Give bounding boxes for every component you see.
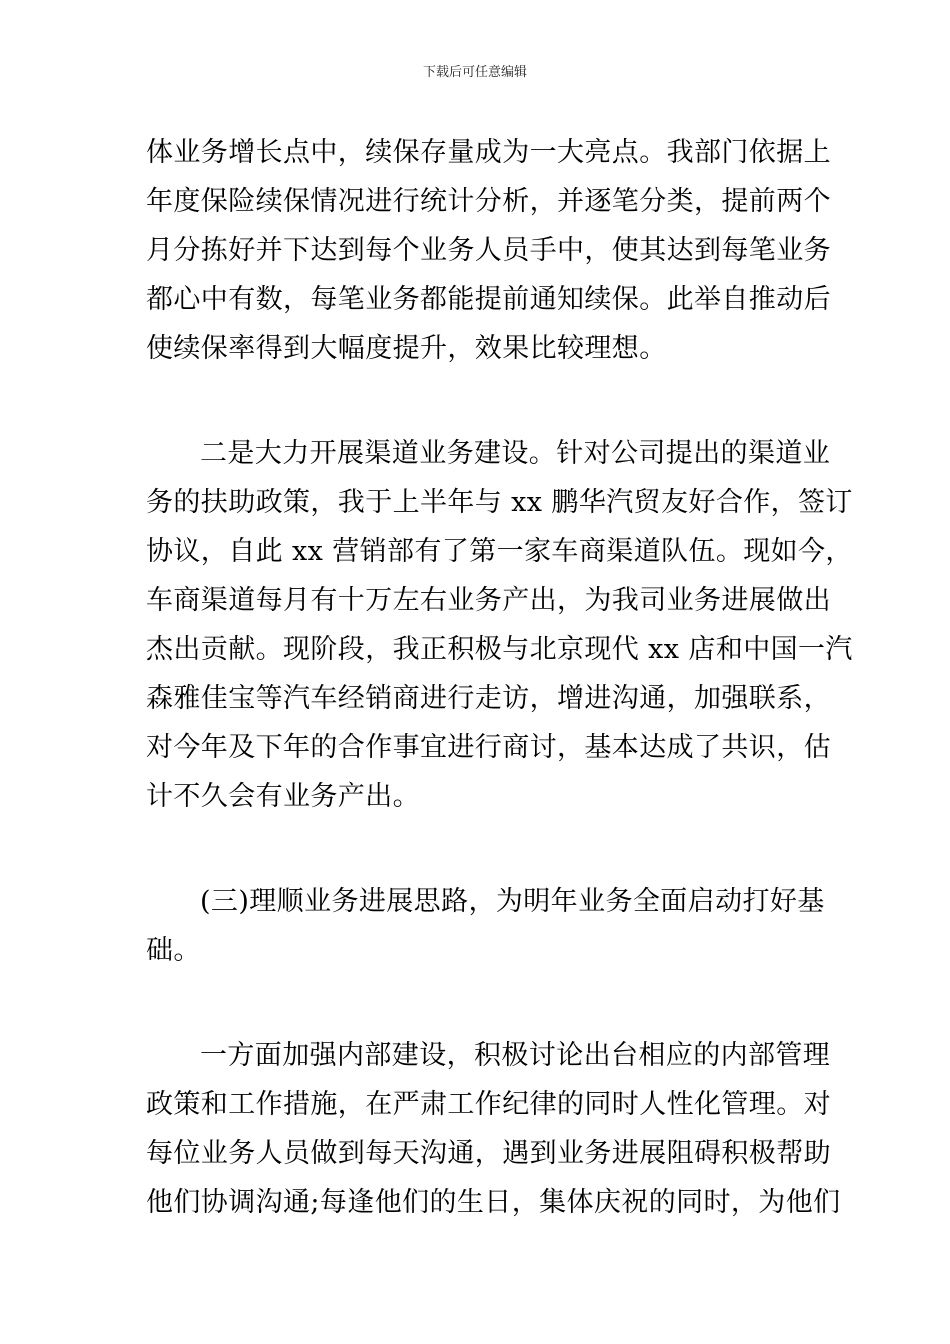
text-line: 体业务增长点中，续保存量成为一大亮点。我部门依据上 [146,137,831,168]
text-line: 计不久会有业务产出。 [146,781,420,812]
paragraph-internal-building [146,1031,841,1227]
paragraph-renewal [146,128,831,373]
text-line: 一方面加强内部建设，积极讨论出台相应的内部管理 [200,1040,831,1071]
paragraph-gap [146,975,808,1031]
text-line: (三)理顺业务进展思路，为明年业务全面启动打好基 [200,886,825,917]
text-line: 二是大力开展渠道业务建设。针对公司提出的渠道业 [200,438,831,469]
paragraph-section-three-heading [146,877,825,975]
text-line: 础。 [146,935,201,966]
text-line: 都心中有数，每笔业务都能提前通知续保。此举自推动后 [146,284,831,315]
paragraph-gap [146,373,808,429]
text-line: 政策和工作措施，在严肃工作纪律的同时人性化管理。对 [146,1089,831,1120]
text-line: 使续保率得到大幅度提升，效果比较理想。 [146,333,667,364]
text-line: 每位业务人员做到每天沟通，遇到业务进展阻碍积极帮助 [146,1138,831,1169]
paragraph-channel [146,429,853,821]
text-line: 协议，自此 xx 营销部有了第一家车商渠道队伍。现如今， [146,536,853,567]
text-line: 森雅佳宝等汽车经销商进行走访，增进沟通，加强联系， [146,683,831,714]
text-line: 对今年及下年的合作事宜进行商讨，基本达成了共识，估 [146,732,831,763]
text-line: 年度保险续保情况进行统计分析，并逐笔分类，提前两个 [146,186,831,217]
page-header: 下载后可任意编辑 [422,65,527,80]
text-line: 车商渠道每月有十万左右业务产出，为我司业务进展做出 [146,585,831,616]
text-line: 杰出贡献。现阶段，我正积极与北京现代 xx 店和中国一汽 [146,634,853,665]
text-line: 他们协调沟通;每逢他们的生日，集体庆祝的同时，为他们 [146,1187,841,1218]
text-line: 务的扶助政策，我于上半年与 xx 鹏华汽贸友好合作，签订 [146,487,853,518]
text-line: 月分拣好并下达到每个业务人员手中，使其达到每笔业务 [146,235,831,266]
document-body [146,128,853,1227]
paragraph-gap [146,821,808,877]
